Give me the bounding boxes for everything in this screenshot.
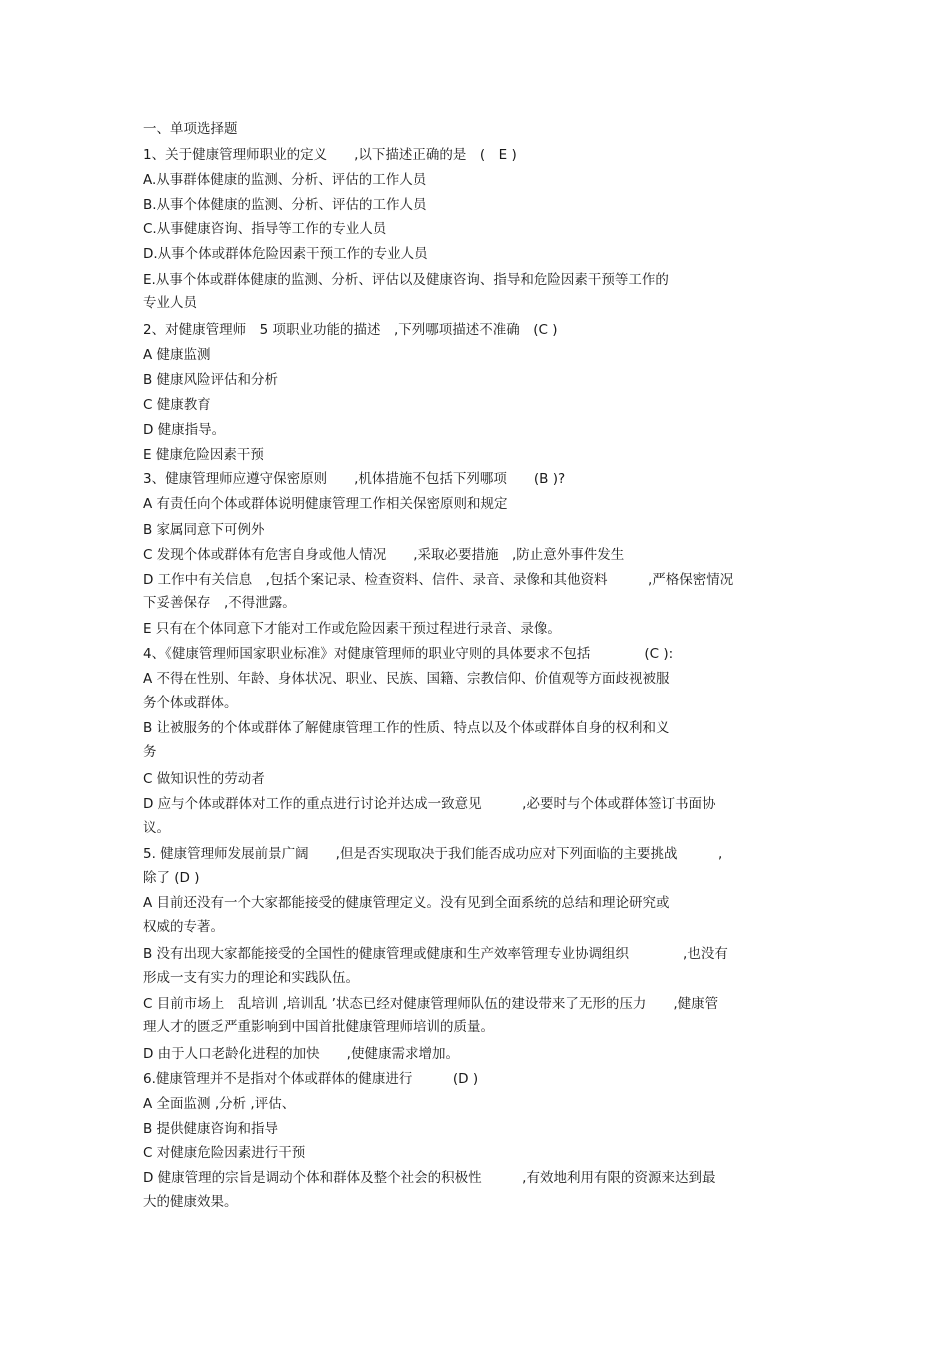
q4-option-a: A 不得在性别、年龄、身体状况、职业、民族、国籍、宗教信仰、价值观等方面歧视被服 — [143, 671, 670, 687]
q3-option-c: C 发现个体或群体有危害自身或他人情况 ,采取必要措施 ,防止意外事件发生 — [143, 547, 625, 563]
q5-option-b: B 没有出现大家都能接受的全国性的健康管理或健康和生产效率管理专业协调组织 ,也没有 — [143, 946, 728, 962]
q2-option-b: B 健康风险评估和分析 — [143, 372, 279, 388]
q3-option-d-cont: 下妥善保存 ,不得泄露。 — [143, 595, 296, 611]
q1-option-e-cont: 专业人员 — [143, 295, 197, 311]
q4-option-c: C 做知识性的劳动者 — [143, 771, 265, 787]
question-5-cont: 除了 (D ) — [143, 870, 200, 886]
q6-option-b: B 提供健康咨询和指导 — [143, 1121, 279, 1137]
q1-option-b: B.从事个体健康的监测、分析、评估的工作人员 — [143, 197, 427, 213]
q6-option-d: D 健康管理的宗旨是调动个体和群体及整个社会的积极性 ,有效地利用有限的资源来达到最 — [143, 1170, 716, 1186]
q4-option-d: D 应与个体或群体对工作的重点进行讨论并达成一致意见 ,必要时与个体或群体签订书面协 — [143, 796, 716, 812]
q6-option-a: A 全面监测 ,分析 ,评估、 — [143, 1096, 296, 1112]
q5-option-c-cont: 理人才的匮乏严重影响到中国首批健康管理师培训的质量。 — [143, 1019, 494, 1035]
q4-option-a-cont: 务个体或群体。 — [143, 695, 238, 711]
q2-option-c: C 健康教育 — [143, 397, 211, 413]
q5-option-a-cont: 权威的专著。 — [143, 919, 224, 935]
question-5: 5. 健康管理师发展前景广阔 ,但是否实现取决于我们能否成功应对下列面临的主要挑战 , — [143, 846, 723, 862]
q1-option-c: C.从事健康咨询、指导等工作的专业人员 — [143, 221, 387, 237]
q1-option-e: E.从事个体或群体健康的监测、分析、评估以及健康咨询、指导和危险因素干预等工作的 — [143, 272, 669, 288]
question-3: 3、健康管理师应遵守保密原则 ,机体措施不包括下列哪项 (B )? — [143, 471, 566, 487]
q2-option-d: D 健康指导。 — [143, 422, 226, 438]
q5-option-b-cont: 形成一支有实力的理论和实践队伍。 — [143, 970, 359, 986]
q4-option-b-cont: 务 — [143, 744, 157, 760]
question-1: 1、关于健康管理师职业的定义 ,以下描述正确的是 ( E ) — [143, 147, 517, 163]
question-2: 2、对健康管理师 5 项职业功能的描述 ,下列哪项描述不准确 (C ) — [143, 322, 558, 338]
q5-option-c: C 目前市场上 乱培训 ,培训乱 ’状态已经对健康管理师队伍的建设带来了无形的压力 ,健康管 — [143, 996, 719, 1012]
q3-option-e: E 只有在个体同意下才能对工作或危险因素干预过程进行录音、录像。 — [143, 621, 561, 637]
question-4: 4、《健康管理师国家职业标准》对健康管理师的职业守则的具体要求不包括 (C ): — [143, 646, 674, 662]
q6-option-d-cont: 大的健康效果。 — [143, 1194, 238, 1210]
q2-option-e: E 健康危险因素干预 — [143, 447, 264, 463]
q5-option-a: A 目前还没有一个大家都能接受的健康管理定义。没有见到全面系统的总结和理论研究或 — [143, 895, 670, 911]
q1-option-a: A.从事群体健康的监测、分析、评估的工作人员 — [143, 172, 427, 188]
q3-option-d: D 工作中有关信息 ,包括个案记录、检查资料、信件、录音、录像和其他资料 ,严格保密情况 — [143, 572, 734, 588]
q3-option-b: B 家属同意下可例外 — [143, 522, 265, 538]
q4-option-d-cont: 议。 — [143, 820, 170, 836]
q1-option-d: D.从事个体或群体危险因素干预工作的专业人员 — [143, 246, 428, 262]
q4-option-b: B 让被服务的个体或群体了解健康管理工作的性质、特点以及个体或群体自身的权利和义 — [143, 720, 670, 736]
question-6: 6.健康管理并不是指对个体或群体的健康进行 (D ) — [143, 1071, 479, 1087]
q6-option-c: C 对健康危险因素进行干预 — [143, 1145, 306, 1161]
q5-option-d: D 由于人口老龄化进程的加快 ,使健康需求增加。 — [143, 1046, 459, 1062]
section-heading: 一、单项选择题 — [143, 121, 238, 137]
q2-option-a: A 健康监测 — [143, 347, 211, 363]
q3-option-a: A 有责任向个体或群体说明健康管理工作相关保密原则和规定 — [143, 496, 508, 512]
